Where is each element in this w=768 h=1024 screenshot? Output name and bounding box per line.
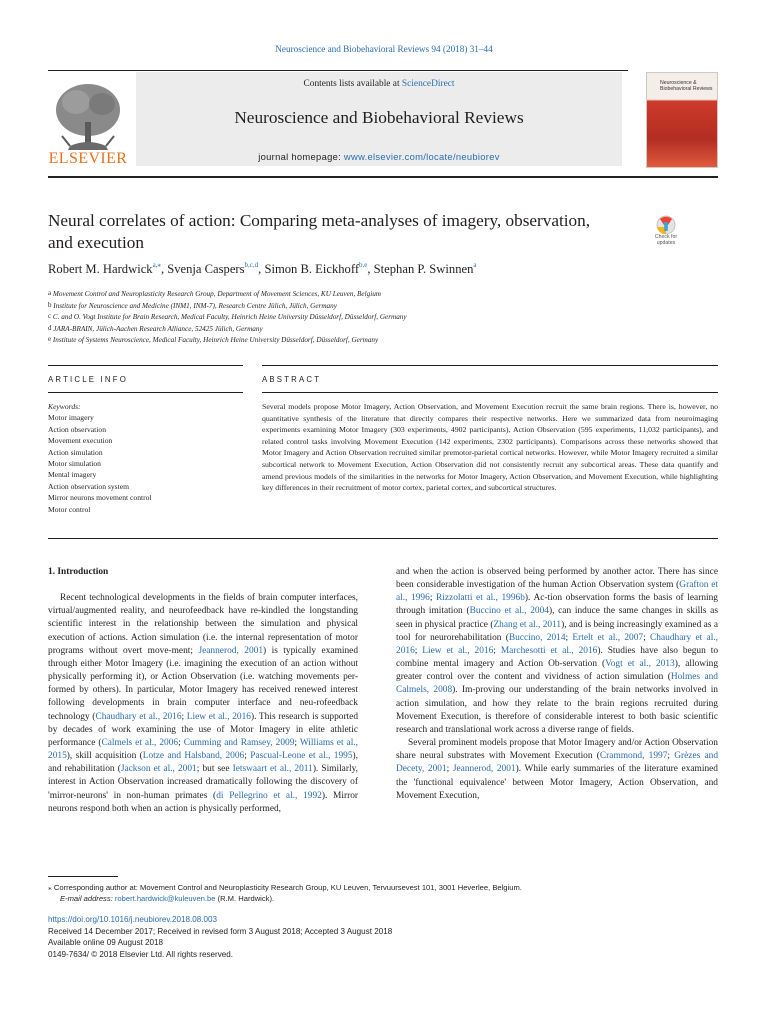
- author-name[interactable]: Simon B. Eickhoff: [264, 262, 360, 276]
- affiliation-text: C. and O. Vogt Institute for Brain Research, Medical Faculty, Heinrich Heine University Düsseldorf, Düsseldorf, Germany: [52, 313, 407, 321]
- keyword-item: Action simulation: [48, 447, 103, 457]
- author-affiliation-marker[interactable]: a,⁎: [152, 261, 161, 269]
- body-text-run: ;: [429, 593, 437, 604]
- keyword-item: Motor simulation: [48, 459, 101, 469]
- author-list: [48, 262, 728, 277]
- citation-link[interactable]: Ietswaart et al., 2011: [232, 764, 313, 775]
- homepage-prefix: journal homepage:: [258, 151, 344, 162]
- citation-link[interactable]: Jackson et al., 2001: [120, 764, 197, 775]
- body-text-run: ). This research is supported by decades of work examining the use of Motor Imagery in elite athletic performance (: [48, 711, 359, 748]
- citation-link[interactable]: Pascual-Leone et al., 1995: [250, 751, 353, 762]
- author-separator: ,: [258, 262, 265, 276]
- citation-link[interactable]: Lotze and Halsband, 2006: [142, 751, 245, 762]
- citation-link[interactable]: Grèzes and Decety, 2001: [396, 751, 719, 775]
- author-affiliation-marker[interactable]: a: [473, 261, 477, 269]
- article-title: Neural correlates of action: Comparing meta-analyses of imagery, observation, and execution: [48, 211, 591, 252]
- body-text-run: ). Ac-tion observation forms the basis of learning through imitation (: [396, 593, 718, 617]
- body-paragraph: [396, 566, 718, 737]
- keyword-item: Mental imagery: [48, 470, 97, 480]
- affiliation-text: Movement Control and Neuroplasticity Research Group, Department of Movement Sciences, KU Leuven, Belgium: [52, 290, 381, 298]
- sciencedirect-link[interactable]: ScienceDirect: [401, 79, 455, 89]
- publisher-wordmark: ELSEVIER: [48, 150, 128, 167]
- author-separator: ,: [367, 262, 374, 276]
- article-info-heading: ARTICLE INFO: [48, 375, 128, 384]
- doi-link[interactable]: https://doi.org/10.1016/j.neubiorev.2018.08.003: [48, 915, 218, 924]
- abstract-rule-lower: [262, 392, 718, 393]
- author-name[interactable]: Svenja Caspers: [167, 262, 245, 276]
- email-label: E-mail address:: [60, 894, 115, 904]
- body-text-run: ;: [244, 751, 251, 762]
- body-text-run: ;: [565, 632, 573, 643]
- body-text-run: ), and is being increasingly examined as a tool for neurorehabilitation (: [396, 619, 718, 643]
- body-text-run: ). Im-proving our understanding of the brain networks involved in action simulation, and how they relate to the brain regions recruited during Movement Execution, is therefore of considerable interest to both basic scientific research and translational work across a diverse range of fields.: [396, 685, 718, 735]
- author-name[interactable]: Stephan P. Swinnen: [373, 262, 474, 276]
- citation-link[interactable]: Crammond, 1997: [599, 751, 668, 762]
- citation-link[interactable]: Ertelt et al., 2007: [572, 632, 644, 643]
- email-link[interactable]: robert.hardwick@kuleuven.be: [114, 894, 216, 904]
- citation-link[interactable]: Buccino, 2014: [508, 632, 566, 643]
- affiliation-text: Institute for Neuroscience and Medicine (INM1, INM-7), Research Centre Jülich, Jülich, Germany: [53, 301, 337, 310]
- affiliation-item: [48, 335, 728, 347]
- body-text-run: ;: [493, 645, 501, 656]
- corresponding-author-footnote: [48, 882, 728, 905]
- body-text-run: ;: [294, 737, 300, 748]
- abstract-heading: ABSTRACT: [262, 375, 322, 384]
- check-for-updates-label: Check for updates: [654, 234, 678, 246]
- affiliation-text: Institute of Systems Neuroscience, Medical Faculty, Heinrich Heine University Düsseldorf, Düsseldorf, Germany: [52, 336, 379, 344]
- body-text-run: ). Mirror neurons respond both when an action is physically performed,: [48, 790, 358, 814]
- body-text-run: ), can induce the same changes in skills as seen in physical practice (: [396, 606, 718, 630]
- body-text-run: ; but see: [196, 764, 233, 775]
- citation-link[interactable]: Williams et al., 2015: [48, 737, 358, 762]
- abstract-rule: [262, 365, 718, 366]
- keyword-item: Action observation: [48, 424, 106, 434]
- body-text-run: Recent technological developments in the fields of brain computer interfaces, virtual/augmented reality, and neurofeedback have re-kindled the longstanding scientific interest in the relationship between the simulation and physical execution of actions. Action simulation (i.e. the internal representation of motor programs without overt move-ment;: [48, 593, 358, 656]
- email-line: [48, 893, 728, 904]
- bibliographic-info: [48, 914, 728, 960]
- body-text-run: ;: [667, 751, 675, 762]
- citation-link[interactable]: Cumming and Ramsey, 2009: [183, 737, 295, 748]
- affiliation-marker: b: [48, 300, 52, 309]
- body-text-run: ). Studies have also begun to combine mental imagery and Action Ob-servation (: [396, 645, 719, 670]
- body-column-right: [396, 566, 718, 803]
- affiliation-marker: e: [48, 335, 52, 343]
- affiliation-marker: d: [48, 323, 52, 332]
- header-divider: [48, 176, 718, 178]
- email-suffix: (R.M. Hardwick).: [215, 894, 275, 904]
- journal-reference[interactable]: Neuroscience and Biobehavioral Reviews 94 (2018) 31–44: [275, 44, 493, 54]
- section-heading: 1. Introduction: [48, 567, 109, 577]
- keyword-item: Movement execution: [48, 436, 113, 446]
- citation-link[interactable]: Marchesotti et al., 2016: [500, 645, 598, 656]
- keyword-item: Action observation system: [48, 481, 129, 491]
- body-text-run: ), skill acquisition (: [66, 751, 143, 762]
- body-text-run: ;: [446, 764, 453, 775]
- citation-link[interactable]: Chaudhary et al., 2016: [95, 711, 182, 722]
- author-separator: ,: [160, 262, 168, 276]
- author-name[interactable]: Robert M. Hardwick: [48, 262, 153, 276]
- body-text-run: and when the action is observed being performed by another actor. There has since been considerable investigation of the human Action Observation system (: [396, 567, 718, 591]
- citation-link[interactable]: Holmes and Calmels, 2008: [396, 672, 718, 696]
- abstract-text: Several models propose Motor Imagery, Action Observation, and Movement Execution recruit the same brain regions. There is, however, no quantitative synthesis of the literature that directly compares their respective networks. Here we summarized data from neuroimaging experiments examining Motor Imagery (303 experiments, 4902 participants), Action Observation (595 experiments, 11,032 participants), and related control tasks involving Movement Execution (142 experiments, 2302 participants). Comparisons across these networks showed that Motor Imagery and Action Observation recruited similar premotor-parietal cortical networks. However, while Motor Imagery recruited a similar subcortical network to Movement Execution, Action Observation did not consistently recruit any subcortical areas. These data quantify and amend previous models of the similarities in the networks for Motor Imagery, Action Observation, and Movement Execution, while highlighting key differences in their recruitment of motor cortex, parietal cortex, and subcortical structures.: [262, 402, 718, 493]
- citation-link[interactable]: Rizzolatti et al., 1996b: [436, 593, 525, 604]
- body-text-run: ;: [414, 645, 423, 656]
- citation-link[interactable]: Vogt et al., 2013: [605, 659, 675, 670]
- affiliation-text: JARA-BRAIN, Jülich-Aachen Research Alliance, 52425 Jülich, Germany: [53, 324, 263, 333]
- keyword-item: Motor control: [48, 504, 91, 514]
- body-text-run: ;: [178, 737, 184, 748]
- affiliation-marker: c: [48, 312, 52, 320]
- contents-prefix: Contents lists available at: [303, 79, 402, 89]
- affiliation-item: [48, 301, 728, 313]
- journal-title: Neuroscience and Biobehavioral Reviews: [234, 108, 524, 127]
- citation-link[interactable]: Liew et al., 2016: [422, 645, 494, 656]
- citation-link[interactable]: Chaudhary et al., 2016: [396, 632, 718, 656]
- citation-link[interactable]: Jeannerod, 2001: [452, 764, 516, 775]
- corresponding-author: ⁎ Corresponding author at: Movement Control and Neuroplasticity Research Group, KU Leuven, Tervuursevest 101, 3001 Heverlee, Belgium.: [48, 883, 522, 892]
- body-text-run: ). Similarly, interest in Action Observation increased dramatically following the discovery of 'mirror-neurons' in non-human primates (: [48, 764, 358, 801]
- affiliation-list: [48, 289, 728, 347]
- body-text-run: Several prominent models propose that Motor Imagery and/or Action Observation share neural substrates with Movement Execution (: [396, 738, 718, 762]
- citation-link[interactable]: Jeannerod, 2001: [198, 645, 264, 656]
- citation-link[interactable]: Liew et al., 2016: [186, 711, 251, 722]
- citation-link[interactable]: Calmels et al., 2006: [101, 737, 179, 748]
- keywords-label: Keywords:: [48, 402, 81, 411]
- affiliation-item: [48, 324, 728, 336]
- body-paragraph: [48, 592, 358, 816]
- abstract-bottom-rule: [48, 538, 718, 539]
- body-text-run: ;: [181, 711, 187, 722]
- author-affiliation-marker[interactable]: b,c,d: [244, 261, 259, 269]
- body-text-run: ), allowing greater control over the content and vividness of action simulation (: [396, 659, 719, 683]
- contents-line: [136, 79, 622, 89]
- footnote-rule: [48, 876, 118, 877]
- affiliation-marker: a: [48, 289, 52, 297]
- keyword-item: Motor imagery: [48, 413, 94, 423]
- affiliation-item: [48, 289, 728, 301]
- keyword-item: Mirror neurons movement control: [48, 493, 152, 503]
- homepage-link[interactable]: www.elsevier.com/locate/neubiorev: [343, 151, 500, 162]
- affiliation-item: [48, 312, 728, 324]
- body-text-run: ) is typically examined through either Motor Imagery (i.e. imagining the execution of an action without physically performing it), or Action Observation (i.e. watching movements per-formed by others). In particular, Motor Imagery has received renewed interest following developments in brain computer interface and neu-rofeedback technology (: [48, 645, 359, 722]
- body-text-run: ), and rehabilitation (: [48, 751, 358, 775]
- copyright: 0149-7634/ © 2018 Elsevier Ltd. All rights reserved.: [48, 949, 234, 959]
- body-paragraph: [396, 737, 718, 803]
- citation-link[interactable]: Grafton et al., 1996: [396, 580, 718, 604]
- citation-link[interactable]: di Pellegrino et al., 1992: [216, 790, 322, 801]
- citation-link[interactable]: Zhang et al., 2011: [493, 619, 562, 630]
- citation-link[interactable]: Buccino et al., 2004: [469, 606, 549, 617]
- body-column-left: [48, 566, 358, 816]
- journal-homepage: [136, 151, 622, 162]
- keywords-block: [48, 401, 243, 515]
- cover-title: Neuroscience & Biobehavioral Reviews: [660, 80, 713, 92]
- article-info-rule-lower: [48, 392, 243, 393]
- article-info-rule: [48, 365, 243, 366]
- body-text-run: ). While early summaries of the literature examined the 'functional equivalence' between Motor Imagery, Action Observation, and Movement Execution,: [396, 764, 718, 801]
- author-affiliation-marker[interactable]: b,e: [359, 261, 368, 269]
- body-text-run: ;: [643, 632, 651, 643]
- available-online: Available online 09 August 2018: [48, 938, 164, 947]
- received-dates: Received 14 December 2017; Received in revised form 3 August 2018; Accepted 3 August 2018: [48, 926, 393, 936]
